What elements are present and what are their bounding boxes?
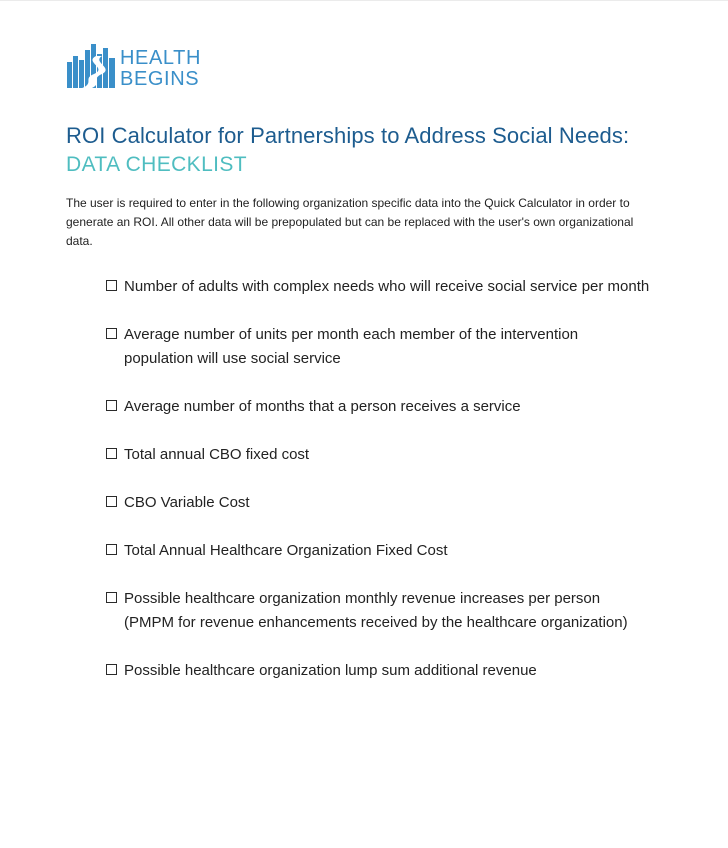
brand-line-2: BEGINS <box>120 68 200 90</box>
checklist-item <box>106 275 651 299</box>
empty-checkbox-icon[interactable] <box>106 448 117 459</box>
empty-checkbox-icon[interactable] <box>106 592 117 603</box>
checklist-item <box>106 539 651 563</box>
empty-checkbox-icon[interactable] <box>106 280 117 291</box>
checklist-item <box>106 491 651 515</box>
health-begins-logo <box>66 42 201 92</box>
checklist-item-label: Average number of months that a person receives a service <box>124 398 521 415</box>
brand-wordmark <box>120 48 201 90</box>
checklist-item-label: Number of adults with complex needs who will receive social service per month <box>124 278 650 295</box>
checklist-item-label: Average number of units per month each member of the intervention population will use social service <box>124 326 579 367</box>
intro-paragraph: The user is required to enter in the following organization specific data into the Quick Calculator in order to generate an ROI. All other data will be prepopulated but can be replaced with the user's own organizational data. <box>66 196 634 248</box>
empty-checkbox-icon[interactable] <box>106 496 117 507</box>
page-top-edge <box>0 0 728 1</box>
empty-checkbox-icon[interactable] <box>106 544 117 555</box>
checklist-item-label: Possible healthcare organization monthly revenue increases per person (PMPM for revenue enhancements received by the healthcare organization) <box>124 590 628 631</box>
page-subtitle: DATA CHECKLIST <box>66 153 248 176</box>
checklist-item <box>106 443 651 467</box>
checklist-item-label: CBO Variable Cost <box>124 494 250 511</box>
checklist-item-label: Total Annual Healthcare Organization Fixed Cost <box>124 542 448 559</box>
checklist-item <box>106 323 651 371</box>
empty-checkbox-icon[interactable] <box>106 664 117 675</box>
data-checklist <box>106 275 651 683</box>
checklist-item <box>106 659 651 683</box>
checklist-item-label: Total annual CBO fixed cost <box>124 446 310 463</box>
page-title: ROI Calculator for Partnerships to Address Social Needs: <box>66 123 630 148</box>
checklist-item-label: Possible healthcare organization lump sum additional revenue <box>124 662 537 679</box>
empty-checkbox-icon[interactable] <box>106 328 117 339</box>
empty-checkbox-icon[interactable] <box>106 400 117 411</box>
checklist-item <box>106 395 651 419</box>
city-skyline-river-icon <box>66 42 118 90</box>
brand-line-1: HEALTH <box>120 47 202 69</box>
checklist-item <box>106 587 651 635</box>
